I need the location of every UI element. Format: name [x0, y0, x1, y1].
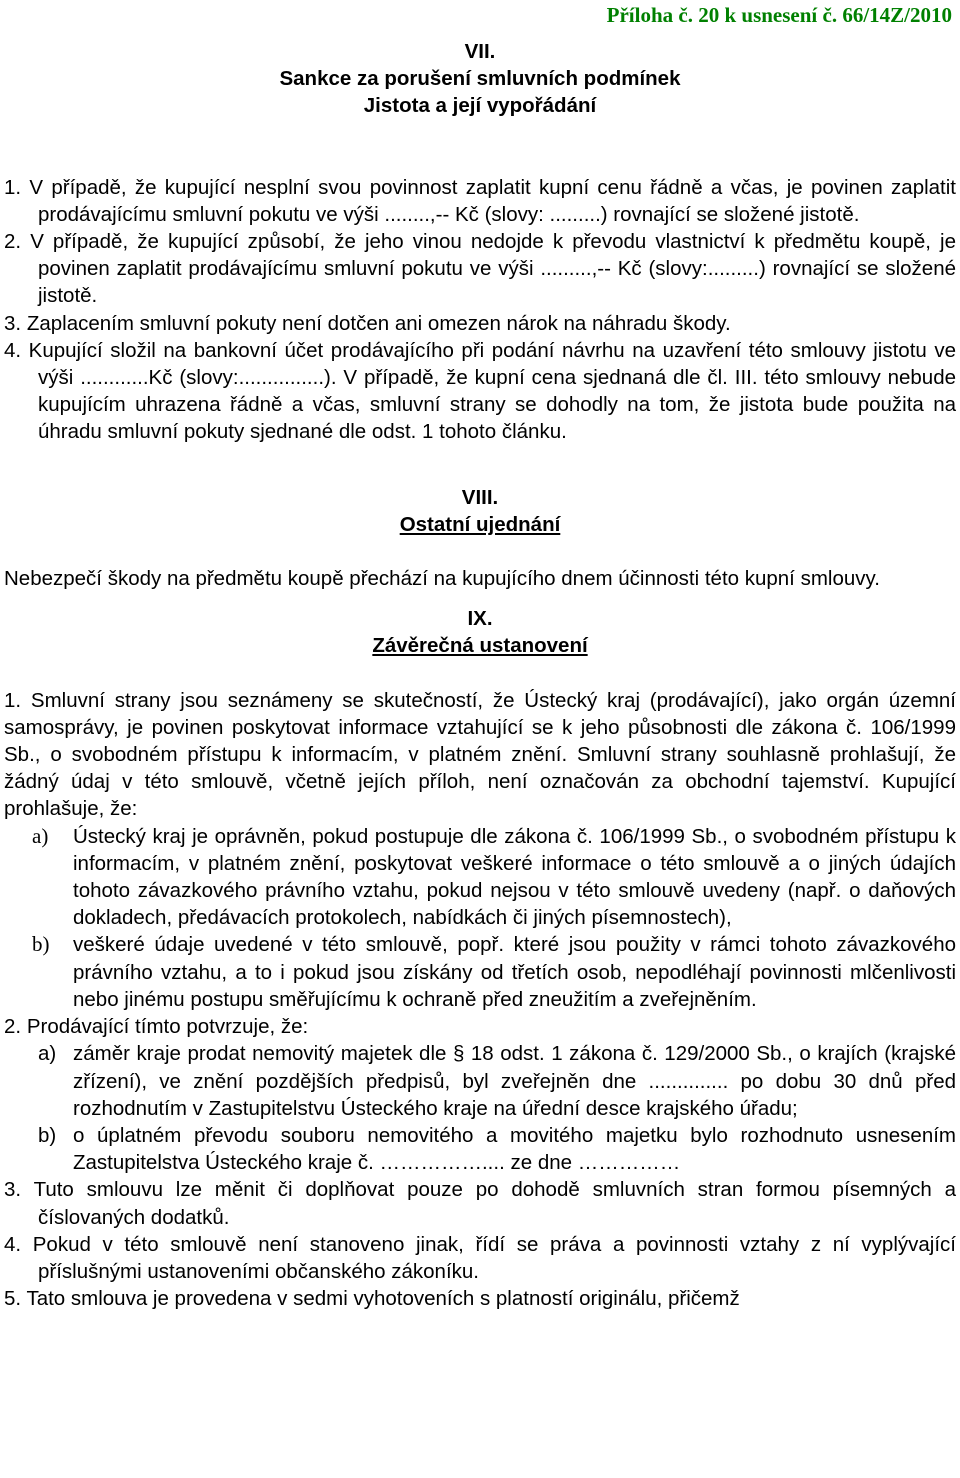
section-vii-subtitle: Jistota a její vypořádání — [363, 94, 597, 118]
sub-item: a) Ústecký kraj je oprávněn, pokud postupuje dle zákona č. 106/1999 Sb., o svobodném přístupu k informacím, v platném znění, poskytovat veškeré informace o této smlouvě a o jiných údajích tohoto závazkového právního vztahu, pokud nejsou v této smlouvě uvedeny (např. o daňových dokladech, předávacích protokolech, nabídkách či jiných písemnostech), — [32, 823, 956, 930]
list-item: 1. Smluvní strany jsou seznámeny se skutečností, že Ústecký kraj (prodávající), jako orgán územní samosprávy, je povinen poskytovat informace vztahující se k jeho působnosti dle zákona č. 106/1999 Sb., o svobodném přístupu k informacím, v platném znění. Smluvní strany souhlasně prohlašují, že žádný údaj v této smlouvě, včetně jejích příloh, není označován za obchodní tajemství. Kupující prohlašuje, že: — [4, 688, 956, 821]
section-viii-text: Nebezpečí škody na předmětu koupě přechází na kupujícího dnem účinnosti této kupní smlouvy. — [4, 567, 880, 591]
sub-item: b) veškeré údaje uvedené v této smlouvě, popř. které jsou použity v rámci tohoto závazkového právního vztahu, a to i pokud jsou získány od třetích osob, nepodléhají povinnosti mlčenlivosti nebo jinému postupu směřujícímu k ochraně před zneužitím a zveřejněním. — [32, 932, 956, 1011]
list-item: 5. Tato smlouva je provedena v sedmi vyhotoveních s platností originálu, přičemž — [4, 1287, 740, 1311]
sub-item: b) o úplatném převodu souboru nemovitého a movitého majetku bylo rozhodnuto usnesením Zastupitelstva Ústeckého kraje č. …………….... ze dne …………… — [38, 1123, 956, 1175]
section-viii-number: VIII. — [461, 485, 499, 509]
list-item: 4. Pokud v této smlouvě není stanoveno jinak, řídí se práva a povinnosti vztahy z ní vyplývající příslušnými ustanoveními občanského zákoníku. — [4, 1232, 956, 1283]
section-ix-number: IX. — [467, 607, 493, 631]
list-item: 1. V případě, že kupující nesplní svou povinnost zaplatit kupní cenu řádně a včas, je povinen zaplatit prodávajícímu smluvní pokutu ve výši ........,-- Kč (slovy: .........) rovnající se složené jistotě. — [4, 175, 956, 226]
section-vii-number: VII. — [464, 40, 496, 63]
list-item: 2. V případě, že kupující způsobí, že jeho vinou nedojde k převodu vlastnictví k předmětu koupě, je povinen zaplatit prodávajícímu smluvní pokutu ve výši .........,-- Kč (slovy:.........) rovnající se složené jistotě. — [4, 230, 956, 308]
section-ix-title: Závěrečná ustanovení — [372, 634, 588, 658]
section-vii-title: Sankce za porušení smluvních podmínek — [279, 67, 681, 91]
list-item: 3. Zaplacením smluvní pokuty není dotčen ani omezen nárok na náhradu škody. — [4, 311, 731, 335]
section-ix-list — [4, 687, 956, 1313]
appendix-label: Příloha č. 20 k usnesení č. 66/14Z/2010 — [606, 3, 952, 27]
section-vii-list — [4, 174, 956, 446]
section-viii-title: Ostatní ujednání — [399, 512, 561, 536]
list-item: 3. Tuto smlouvu lze měnit či doplňovat pouze po dohodě smluvních stran formou písemných a číslovaných dodatků. — [4, 1178, 957, 1229]
section-ix-heading — [4, 605, 956, 659]
sub-item: a) záměr kraje prodat nemovitý majetek dle § 18 odst. 1 zákona č. 129/2000 Sb., o krajích (krajské zřízení), ve znění pozdějších předpisů, byl zveřejněn dne .............. po dobu 30 dnů před rozhodnutím v Zastupitelstvu Ústeckého kraje na úřední desce krajského úřadu; — [38, 1042, 956, 1120]
list-item: 4. Kupující složil na bankovní účet prodávajícího při podání návrhu na uzavření této smlouvy jistotu ve výši ............Kč (slovy:...............). V případě, že kupní cena sjednaná dle čl. III. této smlouvy nebude kupujícím uhrazena řádně a včas, smluvní strany se dohodly na tom, že jistota bude použita na úhradu smluvní pokuty sjednané dle odst. 1 tohoto článku. — [4, 338, 956, 444]
section-viii-heading — [4, 484, 956, 538]
list-item: 2. Prodávající tímto potvrzuje, že: — [4, 1015, 309, 1039]
